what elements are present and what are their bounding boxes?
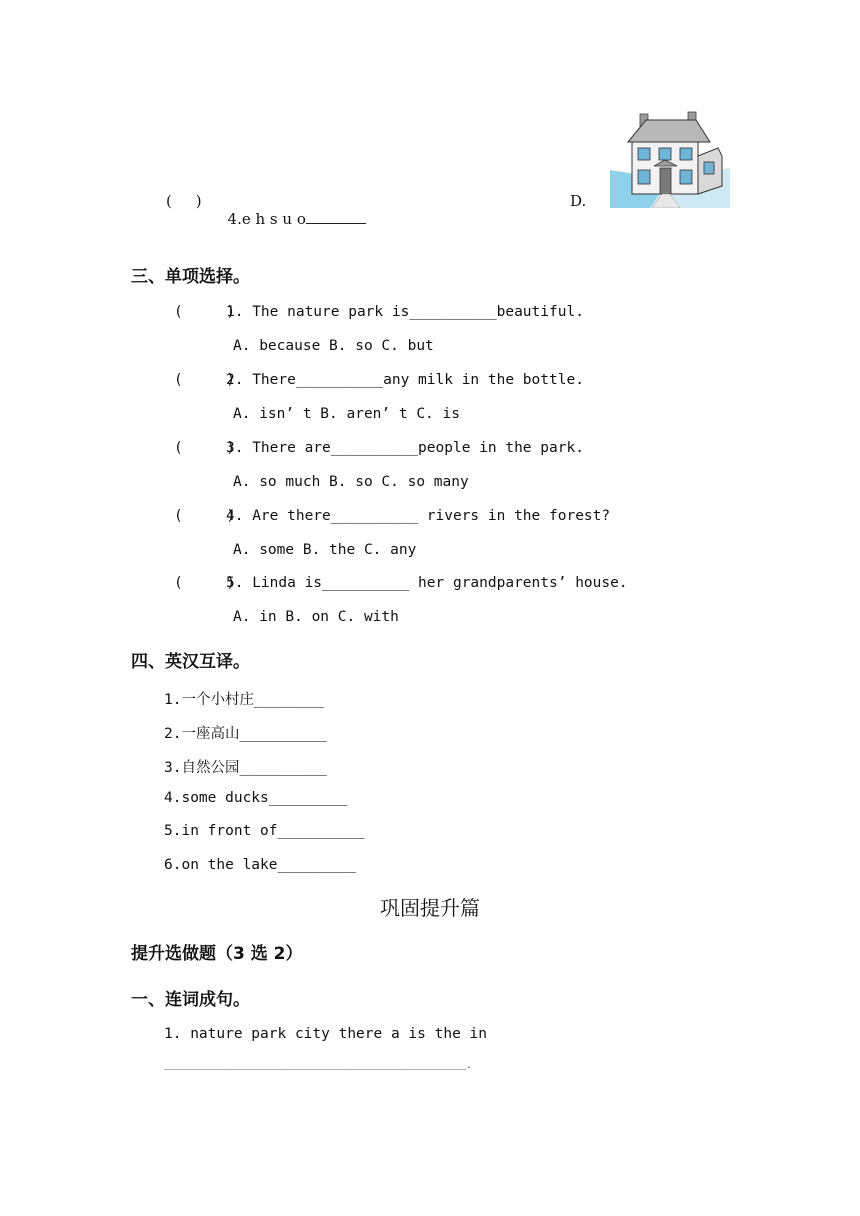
translation-item-2: 2.一座高山__________ xyxy=(164,726,327,742)
part-title: 巩固提升篇 xyxy=(380,896,480,920)
reorder-item-1: 1. nature park city there a is the in xyxy=(164,1026,488,1042)
q4-options: A. some B. the C. any xyxy=(233,542,417,558)
top-item-paren: ( ) xyxy=(166,192,202,210)
section1-title: 一、连词成句。 xyxy=(131,990,250,1010)
q2-paren: ( ) xyxy=(174,372,236,388)
q3-stem: 3. There are__________people in the park. xyxy=(226,440,584,456)
optional-title: 提升选做题（3 选 2） xyxy=(131,944,303,964)
q4-paren: ( ) xyxy=(174,508,236,524)
q5-options: A. in B. on C. with xyxy=(233,609,399,625)
top-item-prompt xyxy=(218,192,366,228)
house-picture-icon xyxy=(610,108,730,208)
translation-item-1: 1.一个小村庄________ xyxy=(164,692,324,708)
section4-title: 四、英汉互译。 xyxy=(131,652,250,672)
q1-paren: ( ) xyxy=(174,304,236,320)
option-letter-d: D. xyxy=(570,192,587,210)
q5-stem: 5. Linda is__________ her grandparents’ house. xyxy=(226,575,628,591)
q2-options: A. isn’ t B. aren’ t C. is xyxy=(233,406,460,422)
q3-paren: ( ) xyxy=(174,440,236,456)
translation-item-6: 6.on the lake_________ xyxy=(164,857,357,873)
q2-stem: 2. There__________any milk in the bottle. xyxy=(226,372,584,388)
translation-item-3: 3.自然公园__________ xyxy=(164,760,327,776)
answer-line[interactable]: ____________________________________________________________. xyxy=(164,1060,472,1070)
q1-stem: 1. The nature park is__________beautiful. xyxy=(226,304,584,320)
translation-item-4: 4.some ducks_________ xyxy=(164,790,348,806)
answer-blank[interactable] xyxy=(306,222,366,224)
top-item-prompt-text: 4.e h s u o xyxy=(227,210,306,228)
translation-item-5: 5.in front of__________ xyxy=(164,823,365,839)
section3-title: 三、单项选择。 xyxy=(131,267,250,287)
q4-stem: 4. Are there__________ rivers in the forest? xyxy=(226,508,611,524)
q1-options: A. because B. so C. but xyxy=(233,338,434,354)
q3-options: A. so much B. so C. so many xyxy=(233,474,469,490)
q5-paren: ( ) xyxy=(174,575,236,591)
